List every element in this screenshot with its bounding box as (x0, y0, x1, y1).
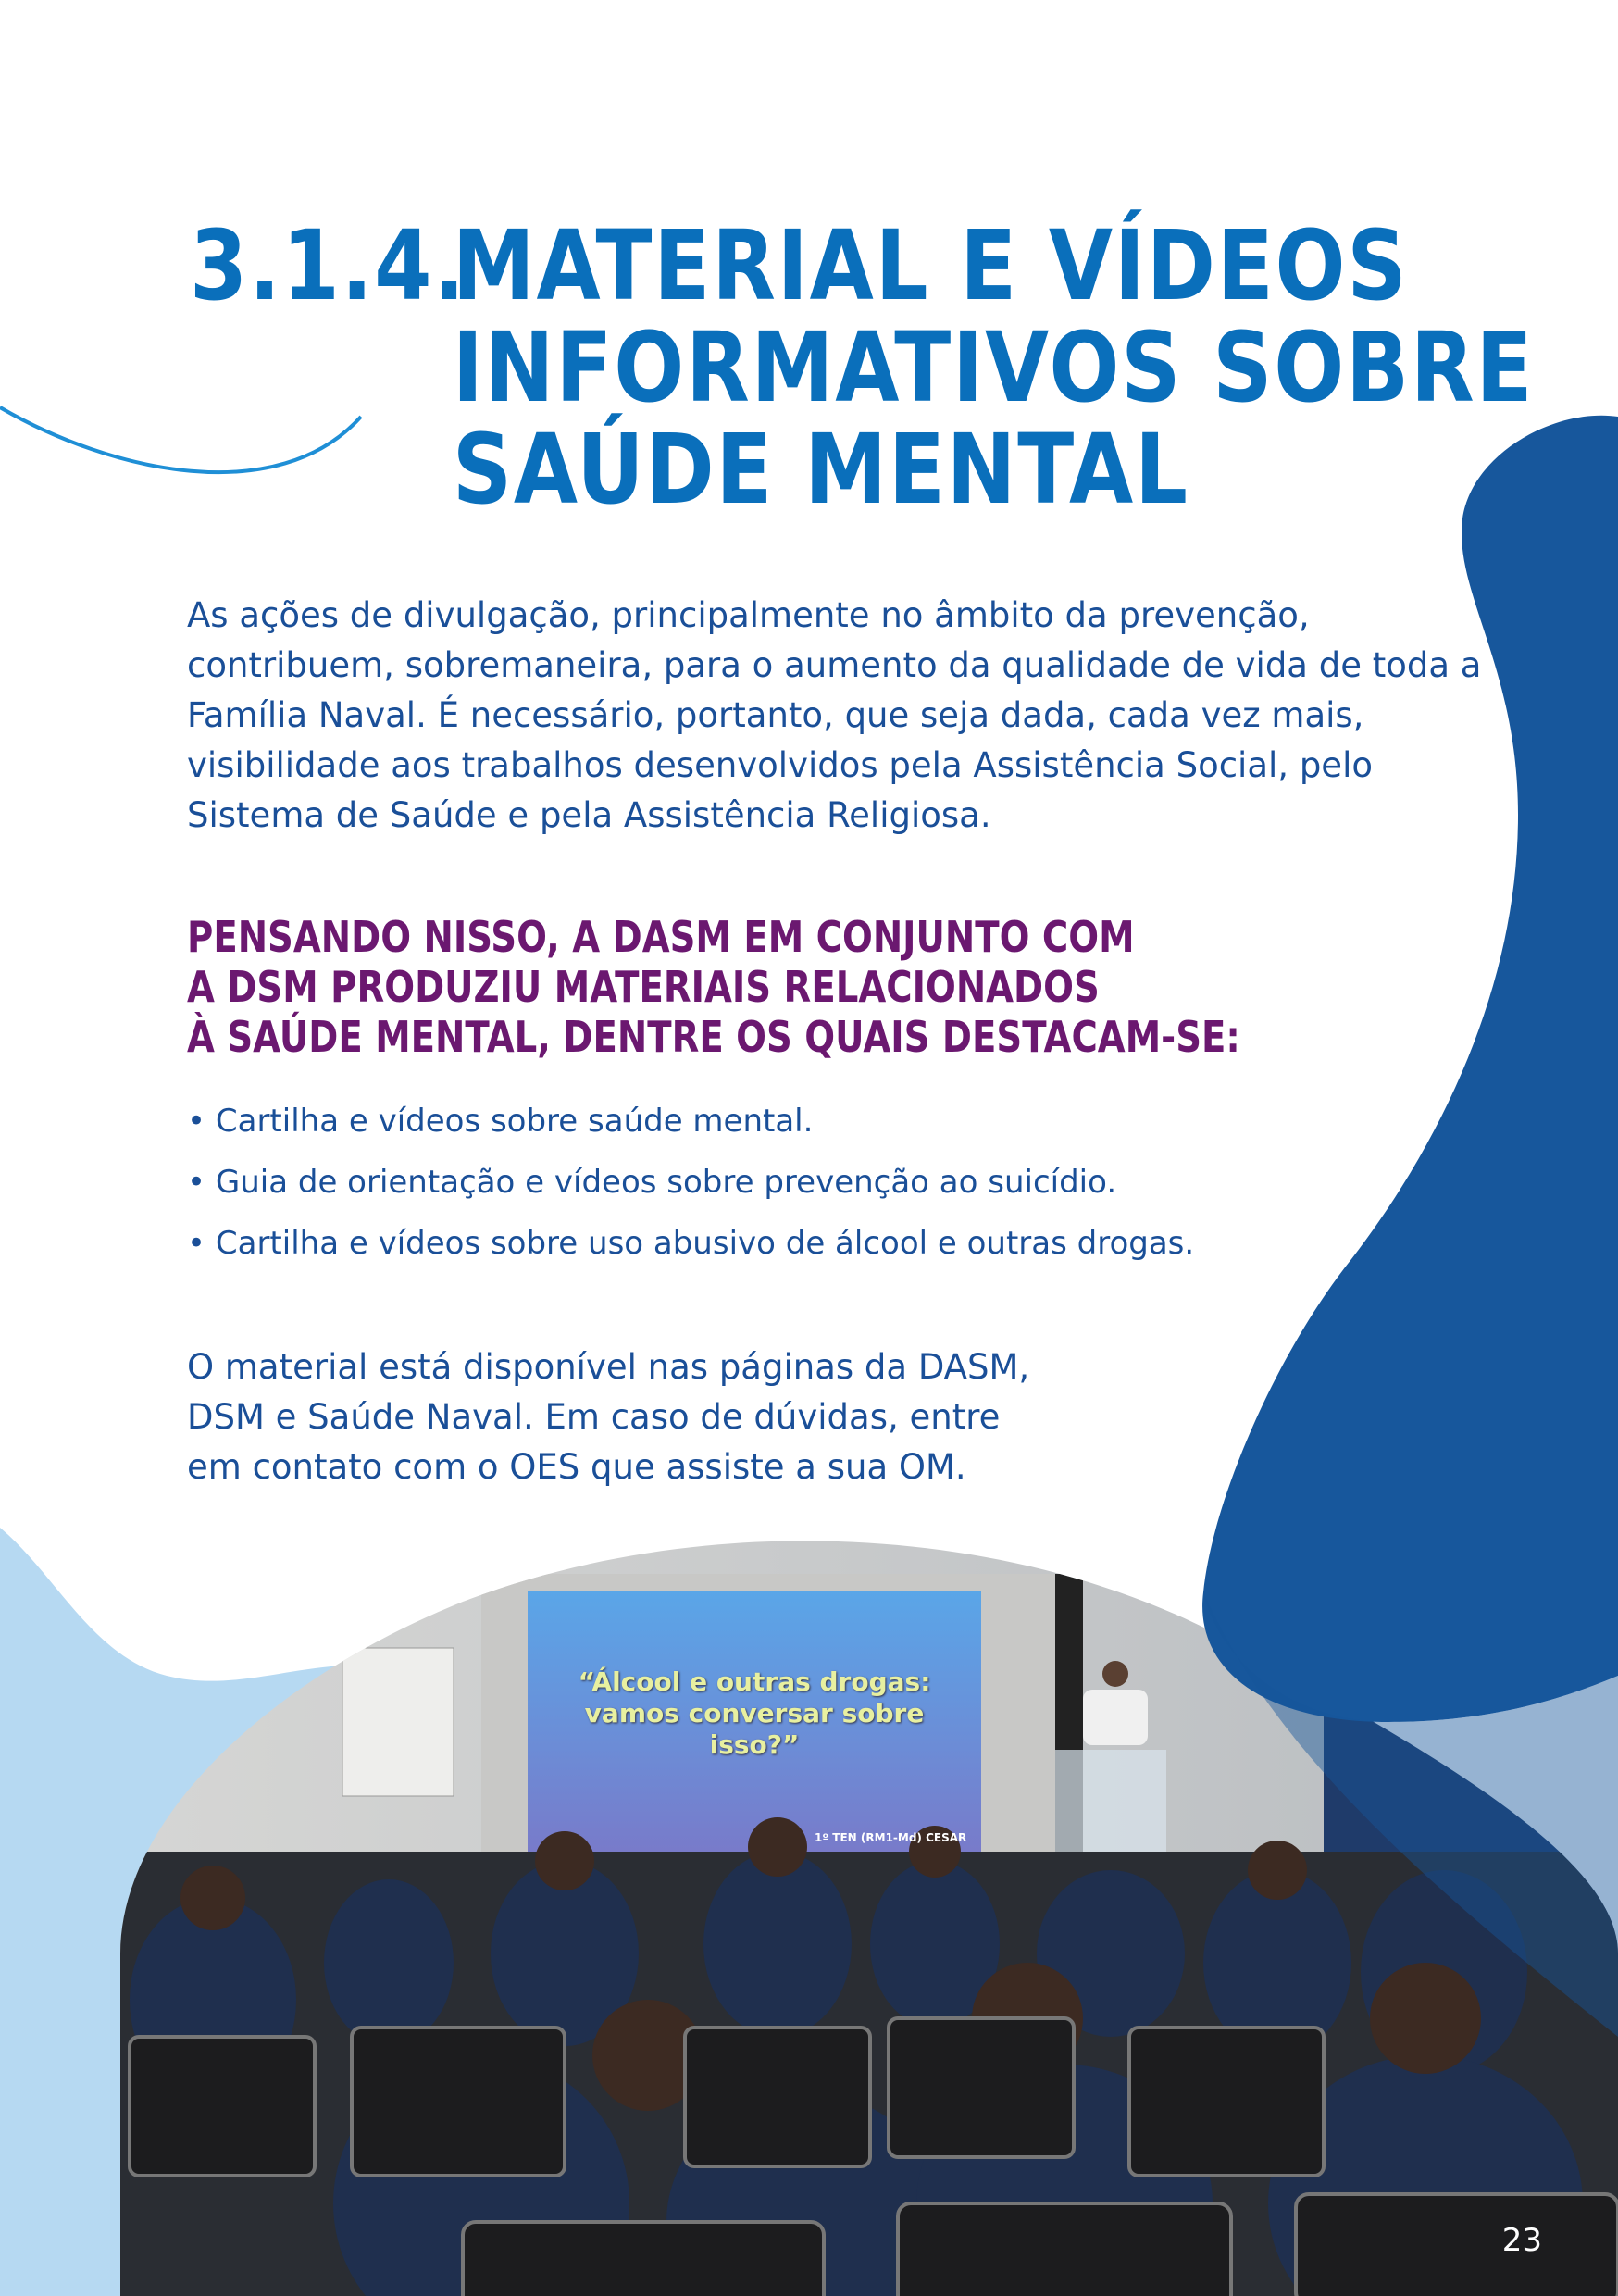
closing-line-1: O material está disponível nas páginas da DASM, (187, 1347, 1030, 1387)
list-item: • Guia de orientação e vídeos sobre prevenção ao suicídio. (187, 1152, 1194, 1213)
closing-line-2: DSM e Saúde Naval. Em caso de dúvidas, entre (187, 1397, 1001, 1437)
closing-line-3: em contato com o OES que assiste a sua OM. (187, 1447, 966, 1487)
closing-paragraph (187, 1342, 1113, 1492)
page-number: 23 (1501, 2222, 1542, 2259)
title-line-3: SAÚDE MENTAL (452, 413, 1189, 526)
section-number: 3.1.4. (190, 209, 467, 322)
intro-paragraph: As ações de divulgação, principalmente no âmbito da prevenção, contribuem, sobremaneira, para o aumento da qualidade de vida de toda a Família Naval. É necessário, portanto, que seja dada, cada vez mais, visibilidade aos trabalhos desenvolvidos pela Assistência Social, pelo Sistema de Saúde e pela Assistência Religiosa. (187, 595, 1482, 835)
section-title (190, 209, 1535, 526)
materials-list (187, 1091, 1194, 1274)
projection-screen-presenter: 1º TEN (RM1-Md) CESAR (815, 1831, 967, 1844)
subheading (187, 912, 1240, 1062)
title-line-1: MATERIAL E VÍDEOS (452, 209, 1409, 322)
title-line-2: INFORMATIVOS SOBRE (452, 311, 1535, 424)
subheading-line-3: À SAÚDE MENTAL, DENTRE OS QUAIS DESTACAM-SE: (187, 1012, 1240, 1062)
list-item: • Cartilha e vídeos sobre uso abusivo de álcool e outras drogas. (187, 1213, 1194, 1274)
subheading-line-2: A DSM PRODUZIU MATERIAIS RELACIONADOS (187, 962, 1100, 1012)
list-item: • Cartilha e vídeos sobre saúde mental. (187, 1091, 1194, 1152)
subheading-line-1: PENSANDO NISSO, A DASM EM CONJUNTO COM (187, 912, 1135, 962)
projection-screen-title: “Álcool e outras drogas: vamos conversar sobre isso?” (578, 1666, 931, 1760)
